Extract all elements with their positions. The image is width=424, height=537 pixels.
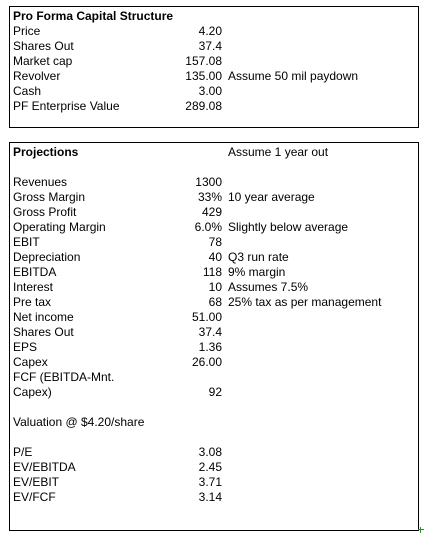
table-row: [10, 190, 418, 205]
row-label: Operating Margin: [13, 220, 106, 234]
table-row: [10, 325, 418, 340]
row-label: Market cap: [13, 54, 73, 68]
table-row: [10, 490, 418, 505]
table-row: [10, 295, 418, 310]
table-row: [10, 205, 418, 220]
table-row: [10, 69, 418, 84]
row-value: 78: [208, 235, 222, 249]
row-label: PF Enterprise Value: [13, 99, 120, 113]
row-label: Price: [13, 24, 41, 38]
row-value: 3.14: [198, 490, 222, 504]
table-row: [10, 235, 418, 250]
capital-structure-title: Pro Forma Capital Structure: [13, 9, 174, 23]
row-value: 33%: [197, 190, 222, 204]
row-label: Shares Out: [13, 325, 74, 339]
row-note: Q3 run rate: [228, 250, 289, 264]
table-row: [10, 475, 418, 490]
table-row: [10, 175, 418, 190]
row-note: 10 year average: [228, 190, 315, 204]
resize-handle-icon: [418, 527, 424, 533]
row-value: 1300: [195, 175, 222, 189]
row-value: 429: [201, 205, 222, 219]
row-label: P/E: [13, 445, 33, 459]
row-label: Pre tax: [13, 295, 52, 309]
row-label: Cash: [13, 84, 42, 98]
capital-structure-title-row: [10, 9, 418, 24]
table-row: [10, 99, 418, 114]
table-row: [10, 355, 418, 370]
table-row: [10, 340, 418, 355]
row-label: FCF (EBITDA-Mnt.: [13, 370, 115, 384]
table-row: [10, 84, 418, 99]
table-row: [10, 385, 418, 400]
row-value: 26.00: [191, 355, 222, 369]
table-row: [10, 280, 418, 295]
table-row: [10, 265, 418, 280]
table-row: [10, 220, 418, 235]
table-row: [10, 54, 418, 69]
row-label: Gross Profit: [13, 205, 77, 219]
row-label: Capex): [13, 385, 52, 399]
row-label: Capex: [13, 355, 48, 369]
table-row: [10, 310, 418, 325]
row-label: EPS: [13, 340, 38, 354]
row-note: 25% tax as per management: [228, 295, 382, 309]
row-value: 40: [208, 250, 222, 264]
row-value: 157.08: [185, 54, 222, 68]
row-value: 92: [208, 385, 222, 399]
row-value: 1.36: [198, 340, 222, 354]
row-label: Gross Margin: [13, 190, 86, 204]
projections-title: Projections: [13, 145, 79, 159]
row-label: Revolver: [13, 69, 61, 83]
row-label: Depreciation: [13, 250, 81, 264]
table-row: [10, 24, 418, 39]
row-value: 135.00: [185, 69, 222, 83]
valuation-label: Valuation @ $4.20/share: [13, 415, 145, 429]
row-label: EBITDA: [13, 265, 57, 279]
row-value: 2.45: [198, 460, 222, 474]
row-label: EV/EBITDA: [13, 460, 76, 474]
row-label: Net income: [13, 310, 74, 324]
row-label: EV/EBIT: [13, 475, 60, 489]
row-value: 51.00: [191, 310, 222, 324]
projections-title-row: [10, 145, 418, 160]
row-value: 3.08: [198, 445, 222, 459]
projections-box: [9, 142, 419, 531]
row-value: 37.4: [198, 325, 222, 339]
row-note: Assumes 7.5%: [228, 280, 309, 294]
capital-structure-box: [9, 6, 419, 128]
table-row: [10, 250, 418, 265]
table-row: [10, 370, 418, 385]
row-label: Interest: [13, 280, 54, 294]
row-label: EV/FCF: [13, 490, 56, 504]
row-value: 118: [202, 265, 222, 279]
row-label: Shares Out: [13, 39, 74, 53]
row-value: 289.08: [185, 99, 222, 113]
row-note: 9% margin: [228, 265, 286, 279]
row-value: 4.20: [198, 24, 222, 38]
row-value: 37.4: [198, 39, 222, 53]
row-label: EBIT: [13, 235, 40, 249]
row-note: Assume 50 mil paydown: [228, 69, 359, 83]
valuation-label-row: [10, 415, 418, 430]
row-value: 68: [208, 295, 222, 309]
projections-header-note: Assume 1 year out: [228, 145, 329, 159]
row-value: 6.0%: [194, 220, 222, 234]
table-row: [10, 445, 418, 460]
row-value: 10: [208, 280, 222, 294]
table-row: [10, 39, 418, 54]
table-row: [10, 460, 418, 475]
row-note: Slightly below average: [228, 220, 349, 234]
row-label: Revenues: [13, 175, 68, 189]
row-value: 3.71: [198, 475, 222, 489]
row-value: 3.00: [198, 84, 222, 98]
